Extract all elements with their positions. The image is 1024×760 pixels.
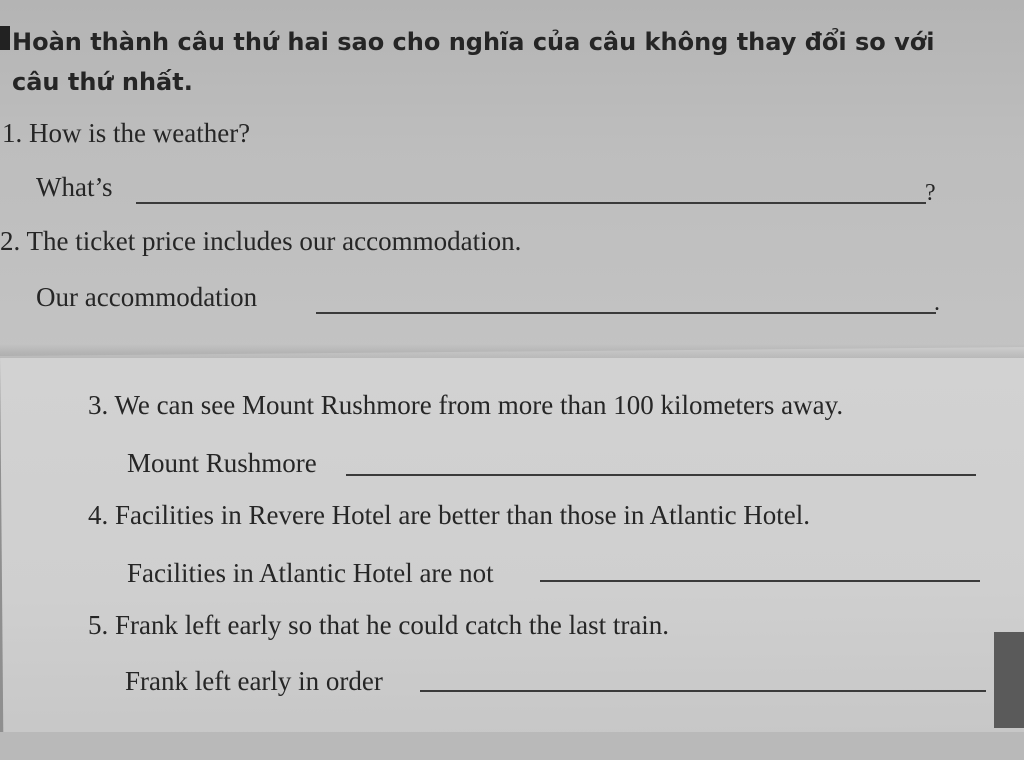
question-1-number: 1. <box>2 118 23 148</box>
question-5-sentence: Frank left early so that he could catch the last train. <box>115 610 670 640</box>
question-4-number: 4. <box>88 500 109 530</box>
answer-5-prompt: Frank left early in order <box>125 666 383 696</box>
question-3 <box>88 390 843 421</box>
question-1 <box>2 118 250 149</box>
answer-4-blank[interactable] <box>540 580 980 582</box>
dark-background-corner <box>994 632 1024 728</box>
answer-2-prompt: Our accommodation <box>36 282 258 312</box>
question-1-sentence: How is the weather? <box>29 118 251 148</box>
question-5-number: 5. <box>88 610 109 640</box>
answer-5-blank[interactable] <box>420 690 986 692</box>
answer-3-blank[interactable] <box>346 474 976 476</box>
answer-1-prompt: What’s <box>36 172 113 202</box>
heading-marker-bar <box>0 26 10 50</box>
answer-1-blank[interactable] <box>136 202 926 204</box>
answer-2-end-mark: . <box>934 290 940 316</box>
answer-4-prompt: Facilities in Atlantic Hotel are not <box>127 558 494 588</box>
question-2 <box>0 226 521 257</box>
question-3-number: 3. <box>88 390 109 420</box>
page-edge-shadow <box>0 344 1024 358</box>
question-4-sentence: Facilities in Revere Hotel are better than those in Atlantic Hotel. <box>115 500 811 530</box>
page-bottom-strip <box>0 732 1024 760</box>
answer-1-end-mark: ? <box>925 180 936 206</box>
question-2-number: 2. <box>0 226 21 256</box>
answer-3-prompt: Mount Rushmore <box>127 448 317 478</box>
question-2-sentence: The ticket price includes our accommodation. <box>26 226 522 256</box>
exercise-instruction: Hoàn thành câu thứ hai sao cho nghĩa của câu không thay đổi so với câu thứ nhất. <box>12 28 935 96</box>
answer-2-blank[interactable] <box>316 312 936 314</box>
question-5 <box>88 610 669 641</box>
question-4 <box>88 500 810 531</box>
question-3-sentence: We can see Mount Rushmore from more than 100 kilometers away. <box>114 390 844 420</box>
